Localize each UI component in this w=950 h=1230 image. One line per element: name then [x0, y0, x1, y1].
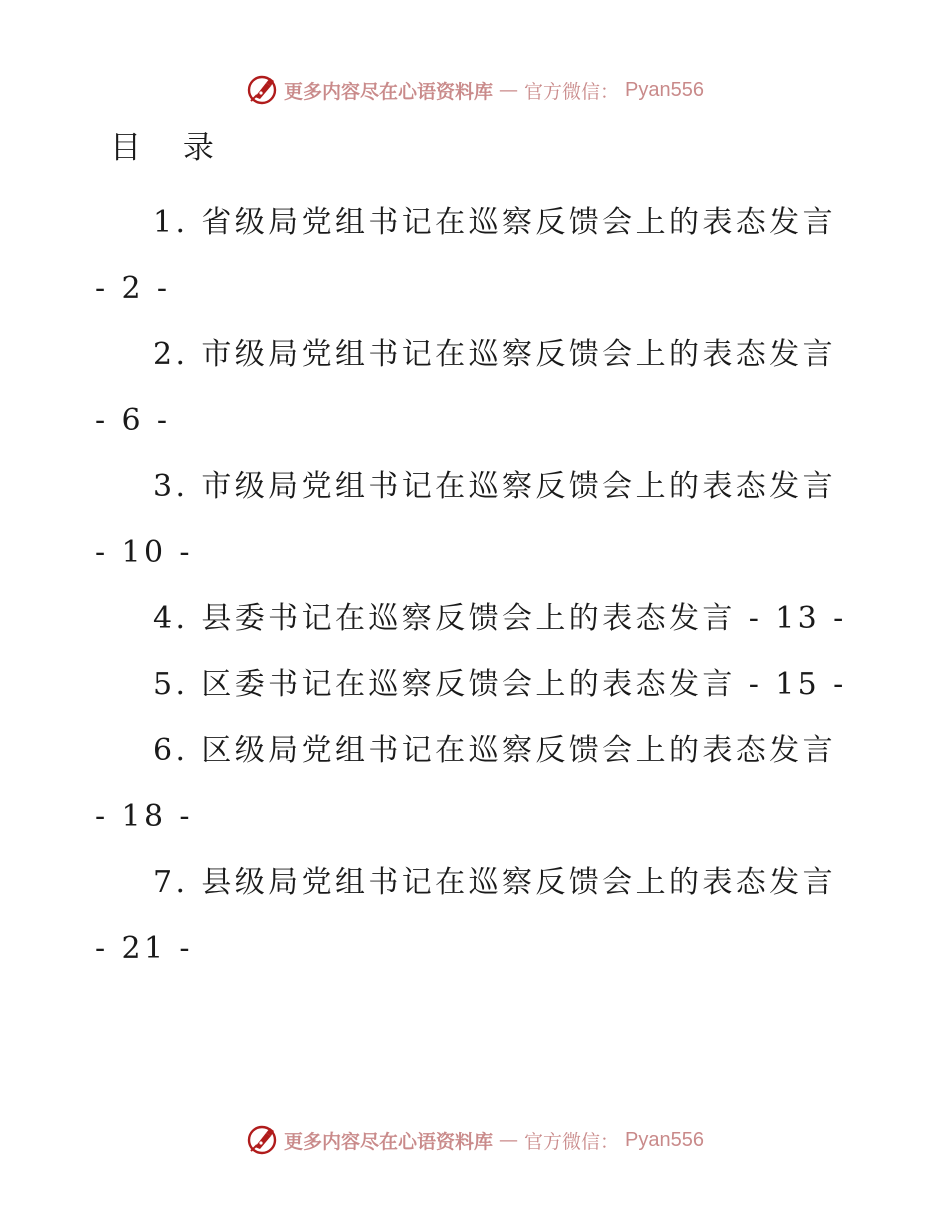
- watermark-banner-top: [0, 70, 950, 110]
- watermark-wechat-id: Pyan556: [625, 1128, 704, 1151]
- watermark-wechat-label: 官方微信：: [524, 1130, 620, 1153]
- toc-item[interactable]: [95, 454, 855, 586]
- toc-title: 目 录: [110, 130, 230, 166]
- toc-item-title: 县委书记在巡察反馈会上的表态发言: [201, 601, 736, 636]
- toc-item[interactable]: [95, 190, 855, 322]
- toc-item-page: - 2 -: [95, 271, 171, 306]
- toc-item-number: 7.: [153, 865, 189, 900]
- toc-item-title: 市级局党组书记在巡察反馈会上的表态发言: [201, 469, 836, 504]
- watermark-content: [246, 74, 704, 106]
- toc-item-number: 5.: [153, 667, 189, 702]
- watermark-main-text: 更多内容尽在心语资料库: [284, 80, 494, 103]
- toc-item-number: 2.: [153, 337, 189, 372]
- toc-item-number: 6.: [153, 733, 189, 768]
- watermark-wechat-label: 官方微信：: [524, 80, 620, 103]
- toc-item[interactable]: [95, 850, 855, 982]
- toc-item-number: 3.: [153, 469, 189, 504]
- toc-item-title: 区级局党组书记在巡察反馈会上的表态发言: [201, 733, 836, 768]
- toc-item-number: 1.: [153, 205, 189, 240]
- watermark-content: [246, 1124, 704, 1156]
- toc-item-title: 县级局党组书记在巡察反馈会上的表态发言: [201, 865, 836, 900]
- watermark-dash: —: [499, 1129, 519, 1151]
- toc-item-page: - 10 -: [95, 535, 193, 570]
- toc-list: [95, 190, 855, 982]
- watermark-dash: —: [499, 79, 519, 101]
- toc-item-page: - 15 -: [748, 667, 847, 702]
- watermark-banner-bottom: [0, 1120, 950, 1160]
- toc-item-title: 省级局党组书记在巡察反馈会上的表态发言: [201, 205, 836, 240]
- watermark-wechat-id: Pyan556: [625, 78, 704, 101]
- toc-item[interactable]: [95, 652, 855, 718]
- toc-item[interactable]: [95, 718, 855, 850]
- toc-item-number: 4.: [153, 601, 189, 636]
- toc-item-page: - 6 -: [95, 403, 171, 438]
- toc-item-page: - 18 -: [95, 799, 193, 834]
- toc-item-title: 市级局党组书记在巡察反馈会上的表态发言: [201, 337, 836, 372]
- toc-item[interactable]: [95, 586, 855, 652]
- toc-item-page: - 21 -: [95, 931, 193, 966]
- pen-nib-logo-icon: [246, 1124, 278, 1156]
- toc-item[interactable]: [95, 322, 855, 454]
- watermark-main-text: 更多内容尽在心语资料库: [284, 1130, 494, 1153]
- toc-item-title: 区委书记在巡察反馈会上的表态发言: [201, 667, 736, 702]
- toc-item-page: - 13 -: [748, 601, 847, 636]
- pen-nib-logo-icon: [246, 74, 278, 106]
